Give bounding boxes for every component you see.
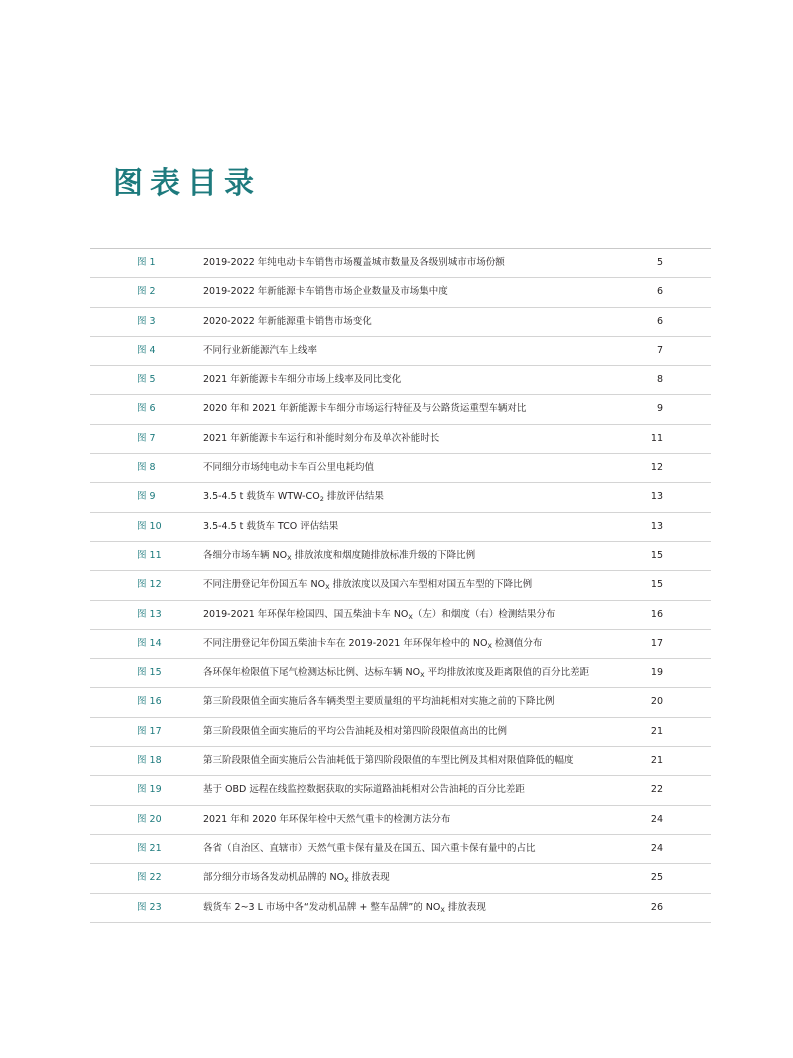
figure-label: 图 2 [137,286,156,298]
figure-caption [203,894,486,922]
caption-text: 载货车 2~3 L 市场中各“发动机品牌 + 整车品牌”的 NO [203,901,441,913]
figure-caption: 2020-2022 年新能源重卡销售市场变化 [203,315,372,327]
caption-text: 排放评估结果 [323,491,384,503]
figure-caption: 2021 年新能源卡车运行和补能时刻分布及单次补能时长 [203,432,440,444]
caption-subscript: X [408,612,413,621]
figure-caption: 2021 年新能源卡车细分市场上线率及同比变化 [203,374,402,386]
figure-label: 图 11 [137,549,162,561]
figure-entry[interactable] [90,366,711,395]
figure-label: 图 5 [137,374,156,386]
figure-label: 图 8 [137,462,156,474]
figure-caption: 第三阶段限值全面实施后的平均公告油耗及相对第四阶段限值高出的比例 [203,725,508,737]
figure-caption: 不同细分市场纯电动卡车百公里电耗均值 [203,462,375,474]
figure-caption [203,571,532,599]
figure-label: 图 19 [137,784,162,796]
page-number: 26 [650,901,663,913]
figure-caption: 2020 年和 2021 年新能源卡车细分市场运行特征及与公路货运重型车辆对比 [203,403,527,415]
caption-text: 不同注册登记年份国五车 NO [203,579,326,591]
page-number: 6 [656,286,663,298]
page-number: 5 [656,257,663,268]
figure-label: 图 22 [137,872,162,884]
caption-subscript: X [487,641,492,650]
figure-label: 图 7 [137,432,156,444]
caption-text: 排放表现 [444,901,486,913]
figure-label: 图 12 [137,579,162,591]
figure-entry[interactable] [90,513,711,542]
figure-entry[interactable] [90,659,711,688]
figure-label: 图 16 [137,696,162,708]
caption-subscript: X [440,905,445,914]
figure-entry[interactable] [90,776,711,805]
caption-text: 平均排放浓度及距离限值的百分比差距 [424,667,590,679]
figure-caption: 2019-2022 年新能源卡车销售市场企业数量及市场集中度 [203,286,448,298]
page-number: 8 [656,374,663,386]
page-number: 11 [650,432,663,444]
figure-label: 图 9 [137,491,156,503]
figure-entry[interactable] [90,337,711,366]
page-title: 图表目录 [113,166,261,201]
figure-caption: 第三阶段限值全面实施后公告油耗低于第四阶段限值的车型比例及其相对限值降低的幅度 [203,755,574,767]
caption-text: 部分细分市场各发动机品牌的 NO [203,872,345,884]
page-number: 20 [650,696,663,708]
figure-entry[interactable] [90,542,711,571]
caption-text: 排放浓度以及国六车型相对国五车型的下降比例 [329,579,533,591]
caption-text: （左）和烟度（右）检测结果分布 [412,608,556,620]
figure-label: 图 1 [137,257,156,268]
figure-caption [203,601,555,629]
figure-label: 图 20 [137,813,162,825]
figure-caption [203,483,384,511]
figure-entry[interactable] [90,249,711,278]
caption-text: 各细分市场车辆 NO [203,549,288,561]
figure-label: 图 18 [137,755,162,767]
page-number: 15 [650,549,663,561]
page-number: 15 [650,579,663,591]
figure-caption: 基于 OBD 远程在线监控数据获取的实际道路油耗相对公告油耗的百分比差距 [203,784,525,796]
figure-caption: 不同行业新能源汽车上线率 [203,344,318,356]
caption-subscript: 2 [319,495,324,504]
figure-label: 图 6 [137,403,156,415]
figure-entry[interactable] [90,806,711,835]
figure-caption: 3.5-4.5 t 载货车 TCO 评估结果 [203,520,339,532]
figure-label: 图 13 [137,608,162,620]
figure-caption: 各省（自治区、直辖市）天然气重卡保有量及在国五、国六重卡保有量中的占比 [203,842,536,854]
figure-caption [203,542,475,570]
caption-text: 3.5-4.5 t 载货车 WTW-CO [203,491,320,503]
caption-text: 不同注册登记年份国五柴油卡车在 2019-2021 年环保年检中的 NO [203,637,488,649]
figure-entry[interactable] [90,601,711,630]
figure-label: 图 4 [137,344,156,356]
figure-entry[interactable] [90,308,711,337]
page-number: 22 [650,784,663,796]
page-number: 21 [650,755,663,767]
page-number: 7 [656,344,663,356]
figure-entry[interactable] [90,571,711,600]
figure-entry[interactable] [90,278,711,307]
figure-entry[interactable] [90,688,711,717]
page-number: 25 [650,872,663,884]
figure-label: 图 23 [137,901,162,913]
caption-text: 排放表现 [348,872,390,884]
page-number: 12 [650,462,663,474]
caption-text: 2019-2021 年环保年检国四、国五柴油卡车 NO [203,608,409,620]
page-number: 24 [650,842,663,854]
caption-subscript: X [325,583,330,592]
figure-entry[interactable] [90,835,711,864]
figure-caption [203,659,589,687]
figure-caption [203,864,390,892]
caption-subscript: X [344,876,349,885]
figure-label: 图 17 [137,725,162,737]
figure-label: 图 10 [137,520,162,532]
caption-text: 检测值分布 [491,637,543,649]
caption-text: 排放浓度和烟度随排放标准升级的下降比例 [291,549,476,561]
figure-entry[interactable] [90,864,711,893]
page-number: 16 [650,608,663,620]
caption-text: 各环保年检限值下尾气检测达标比例、达标车辆 NO [203,667,421,679]
figure-label: 图 21 [137,842,162,854]
figure-entry[interactable] [90,454,711,483]
caption-subscript: X [287,553,292,562]
figure-caption: 2021 年和 2020 年环保年检中天然气重卡的检测方法分布 [203,813,451,825]
figure-entry[interactable] [90,395,711,424]
figure-list [90,248,711,923]
figure-entry[interactable] [90,483,711,512]
figure-caption [203,630,542,658]
figure-entry[interactable] [90,747,711,776]
figure-caption: 2019-2022 年纯电动卡车销售市场覆盖城市数量及各级别城市市场份额 [203,257,505,268]
page-number: 13 [650,520,663,532]
page-number: 17 [650,637,663,649]
figure-entry[interactable] [90,718,711,747]
figure-entry[interactable] [90,425,711,454]
figure-label: 图 14 [137,637,162,649]
caption-subscript: X [420,671,425,680]
page-number: 24 [650,813,663,825]
page-number: 19 [650,667,663,679]
page-number: 6 [656,315,663,327]
page-number: 9 [656,403,663,415]
figure-label: 图 3 [137,315,156,327]
page-number: 21 [650,725,663,737]
page-number: 13 [650,491,663,503]
figure-caption: 第三阶段限值全面实施后各车辆类型主要质量组的平均油耗相对实施之前的下降比例 [203,696,555,708]
figure-label: 图 15 [137,667,162,679]
figure-entry[interactable] [90,630,711,659]
figure-entry[interactable] [90,894,711,923]
